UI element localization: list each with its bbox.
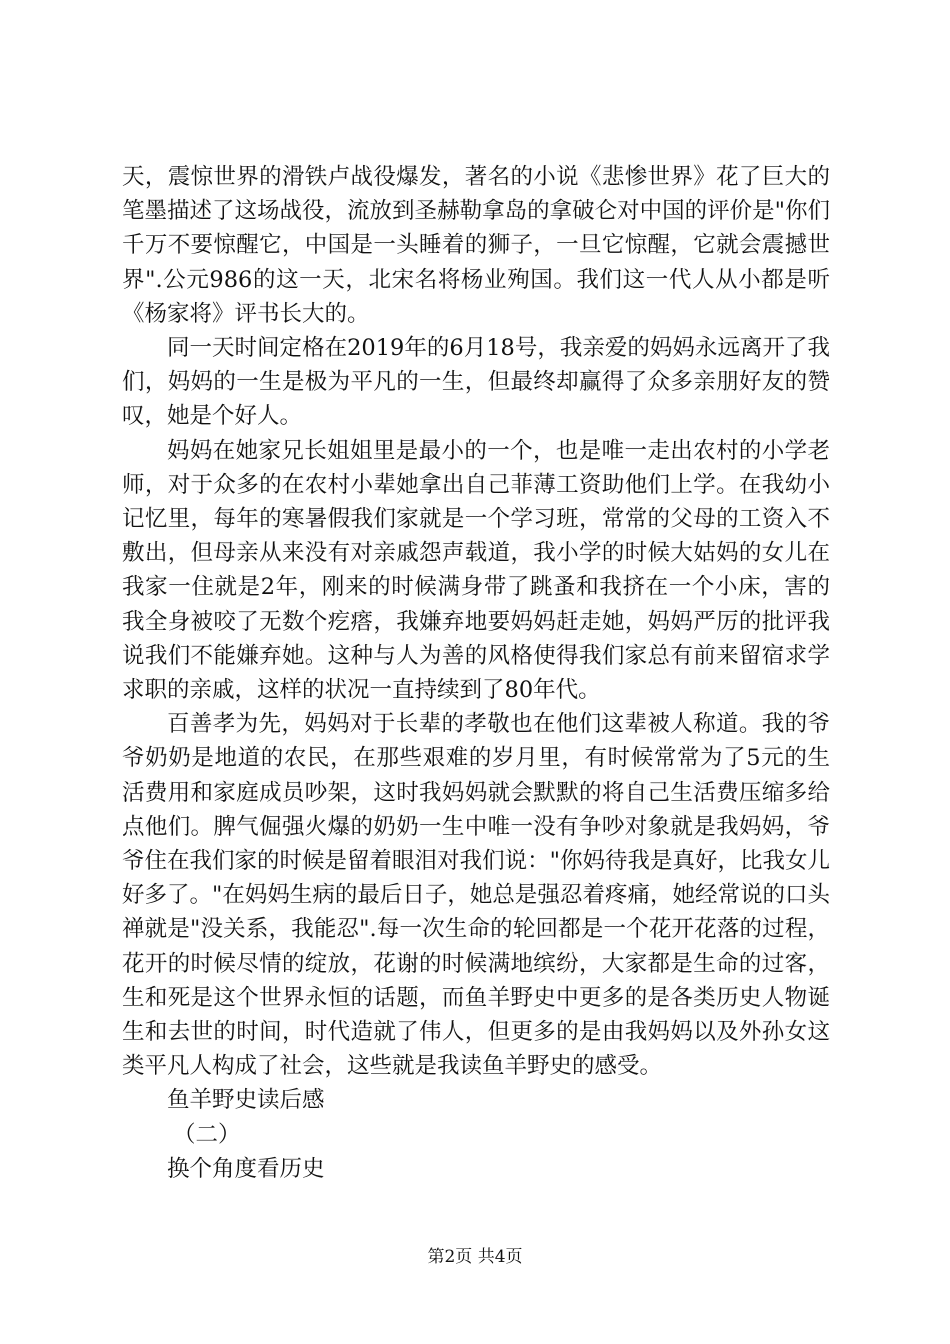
section-number: （二） xyxy=(173,1121,241,1148)
paragraph-1: 天，震惊世界的滑铁卢战役爆发，著名的小说《悲惨世界》花了巨大的笔墨描述了这场战役，流放到圣赫勒拿岛的拿破仑对中国的评价是"你们千万不要惊醒它，中国是一头睡着的狮子，一旦它惊醒，它就会震撼世界".公元986的这一天，北宋名将杨业殉国。我们这一代人从小都是听《杨家将》评书长大的。 xyxy=(122,164,830,327)
paragraph-4: 百善孝为先，妈妈对于长辈的孝敬也在他们这辈被人称道。我的爷爷奶奶是地道的农民，在那些艰难的岁月里，有时候常常为了5元的生活费用和家庭成员吵架，这时我妈妈就会默默的将自己生活费压缩多给点他们。脾气倔强火爆的奶奶一生中唯一没有争吵对象就是我妈妈，爷爷住在我们家的时候是留着眼泪对我们说："你妈待我是真好，比我女儿好多了。"在妈妈生病的最后日子，她总是强忍着疼痛，她经常说的口头禅就是"没关系，我能忍".每一次生命的轮回都是一个花开花落的过程，花开的时候尽情的绽放，花谢的时候满地缤纷，大家都是生命的过客，生和死是这个世界永恒的话题，而鱼羊野史中更多的是各类历史人物诞生和去世的时间，时代造就了伟人，但更多的是由我妈妈以及外孙女这类平凡人构成了社会，这些就是我读鱼羊野史的感受。 xyxy=(122,711,830,1080)
paragraph-3: 妈妈在她家兄长姐姐里是最小的一个，也是唯一走出农村的小学老师，对于众多的在农村小辈她拿出自己菲薄工资助他们上学。在我幼小记忆里，每年的寒暑假我们家就是一个学习班，常常的父母的工资入不敷出，但母亲从来没有对亲戚怨声载道，我小学的时候大姑妈的女儿在我家一住就是2年，刚来的时候满身带了跳蚤和我挤在一个小床，害的我全身被咬了无数个疙瘩，我嫌弃地要妈妈赶走她，妈妈严厉的批评我说我们不能嫌弃她。这种与人为善的风格使得我们家总有前来留宿求学求职的亲戚，这样的状况一直持续到了80年代。 xyxy=(122,437,830,704)
section-title: 鱼羊野史读后感 xyxy=(167,1087,325,1114)
paragraph-2: 同一天时间定格在2019年的6月18号，我亲爱的妈妈永远离开了我们，妈妈的一生是极为平凡的一生，但最终却赢得了众多亲朋好友的赞叹，她是个好人。 xyxy=(122,335,830,430)
page-number-footer: 第2页 共4页 xyxy=(427,1247,523,1267)
subsection-title: 换个角度看历史 xyxy=(167,1155,325,1182)
document-body xyxy=(122,160,830,1186)
